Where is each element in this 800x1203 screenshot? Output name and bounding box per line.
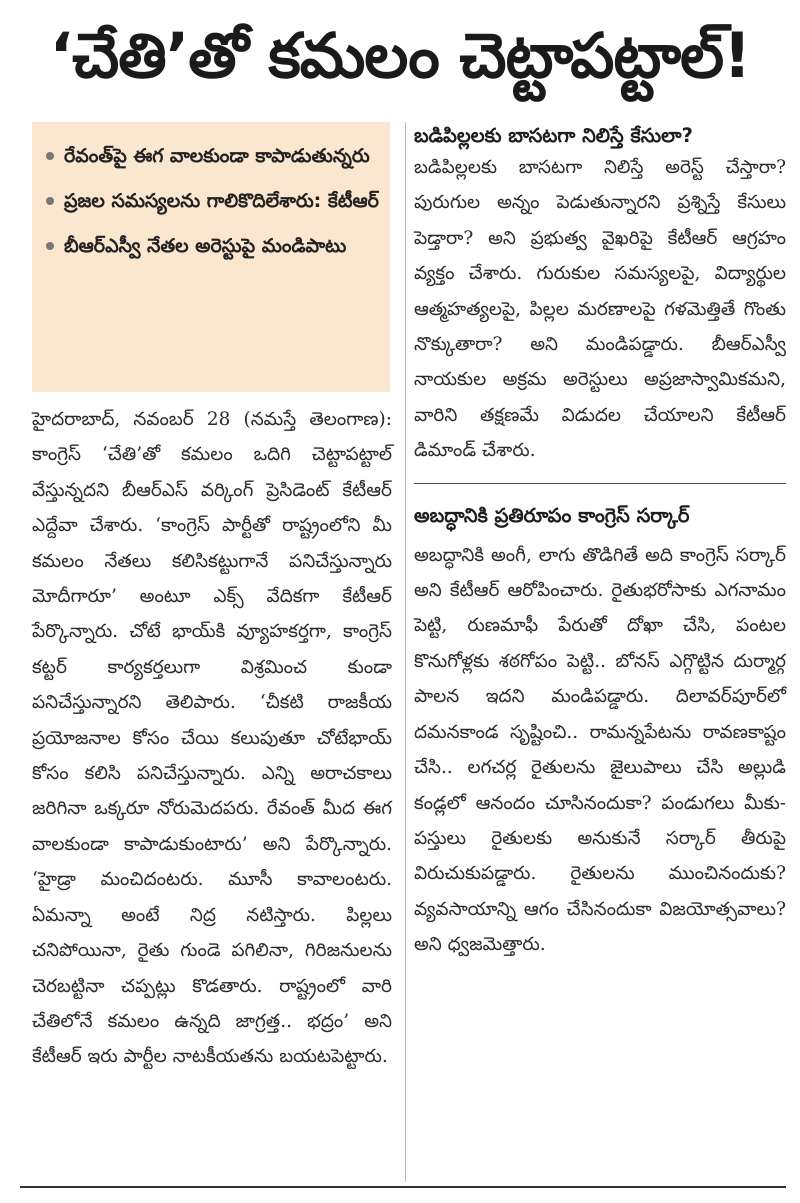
bullet-icon bbox=[46, 152, 54, 160]
highlight-item bbox=[46, 181, 380, 222]
section2-text: అబద్ధానికి అంగీ, లాగు తొడిగితే అది కాంగ్రెస్ సర్కార్ అని కేటీఆర్ ఆరోపించారు. రైతుభరోసాకు ఎగనామం పెట్టి, రుణమాఫీ పేరుతో దోఖా చేసి, పంటల కొనుగోళ్లకు శఠగోపం పెట్టి.. బోనస్ ఎగ్గొట్టిన దుర్మార్గ పాలన ఇదని మండిపడ్డారు. దిలావర్‌పూర్‌లో దమనకాండ సృష్టించి.. రామన్నపేటను రావణకాష్టం చేసి.. లగచర్ల రైతులను జైలుపాలు చేసి అల్లుడి కండ్లలో ఆనందం చూసినందుకా? పండుగలు మీకు-పస్తులు రైతులకు అనుకునే సర్కార్ తీరుపై విరుచుకుపడ్డారు. రైతులను ముంచినందుకు? వ్యవసాయాన్ని ఆగం చేసినందుకా విజయోత్సవాలు? అని ధ్వజమెత్తారు. bbox=[414, 544, 786, 956]
bottom-rule bbox=[20, 1186, 786, 1188]
highlight-item bbox=[46, 226, 380, 267]
left-column bbox=[20, 122, 400, 1075]
highlights-box bbox=[32, 122, 390, 392]
highlight-text: బీఆర్‌ఎస్వీ నేతల అరెస్టుపై మండిపాటు bbox=[64, 235, 347, 257]
section1-text: బడిపిల్లలకు బాసటగా నిలిస్తే అరెస్ట్ చేస్తారా? పురుగుల అన్నం పెడుతున్నారని ప్రశ్నిస్తే కేసులు పెడ్తారా? అని ప్రభుత్వ వైఖరిపై కేటీఆర్ ఆగ్రహం వ్యక్తం చేశారు. గురుకుల సమస్యలపై, విద్యార్థుల ఆత్మహత్యలపై, పిల్లల మరణాలపై గళమెత్తితే గొంతు నొక్కుతారా? అని మండిపడ్డారు. బీఆర్‌ఎస్వీ నాయకుల అక్రమ అరెస్టులు అప్రజాస్వామికమని, వారిని తక్షణమే విడుదల చేయాలని కేటీఆర్ డిమాండ్ చేశారు. bbox=[414, 157, 786, 462]
bullet-icon bbox=[46, 242, 54, 250]
main-article-text: హైదరాబాద్, నవంబర్ 28 (నమస్తే తెలంగాణ): కాంగ్రెస్ ‘చేతి’తో కమలం ఒదిగి చెట్టాపట్టాల్ వేస్తున్నదని బీఆర్‌ఎస్ వర్కింగ్ ప్రెసిడెంట్ కేటీఆర్ ఎద్దేవా చేశారు. ‘కాంగ్రెస్ పార్టీతో రాష్ట్రంలోని మీ కమలం నేతలు కలిసికట్టుగానే పనిచేస్తున్నారు మోదీగారూ’ అంటూ ఎక్స్ వేదికగా కేటీఆర్ పేర్కొన్నారు. చోటే భాయ్‌కి వ్యూహకర్తగా, కాంగ్రెస్ కట్టర్ కార్యకర్తలుగా విశ్రమించ కుండా పనిచేస్తున్నారని తెలిపారు. ‘చీకటి రాజకీయ ప్రయోజనాల కోసం చేయి కలుపుతూ చోటేభాయ్ కోసం కలిసి పనిచేస్తున్నారు. ఎన్ని అరాచకాలు జరిగినా ఒక్కరూ నోరుమెదపరు. రేవంత్ మీద ఈగ వాలకుండా కాపాడుకుంటారు’ అని పేర్కొన్నారు. ‘హైడ్రా మంచిదంటరు. మూసీ కావాలంటరు. ఏమన్నా అంటే నిద్ర నటిస్తారు. పిల్లలు చనిపోయినా, రైతు గుండె పగిలినా, గిరిజనులను చెరబట్టినా చప్పట్లు కొడతారు. రాష్ట్రంలో వారి చేతిలోనే కమలం ఉన్నది జాగ్రత్త.. భద్రం’ అని కేటీఆర్ ఇరు పార్టీల నాటకీయతను బయటపెట్టారు. bbox=[32, 409, 392, 1068]
column-divider bbox=[405, 122, 406, 1182]
bullet-icon bbox=[46, 197, 54, 205]
highlight-text: ప్రజల సమస్యలను గాలికొదిలేశారు: కేటీఆర్ bbox=[64, 190, 379, 212]
highlight-text: రేవంత్‌పై ఈగ వాలకుండా కాపాడుతున్నరు bbox=[64, 145, 370, 167]
headline: ‘చేతి’తో కమలం చెట్టాపట్టాల్! bbox=[49, 19, 751, 92]
section2-heading: అబద్ధానికి ప్రతిరూపం కాంగ్రెస్ సర్కార్ bbox=[414, 483, 786, 530]
right-column bbox=[414, 122, 786, 963]
highlight-item bbox=[46, 136, 380, 177]
section1-heading: బడిపిల్లలకు బాసటగా నిలిస్తే కేసులా? bbox=[414, 124, 693, 147]
